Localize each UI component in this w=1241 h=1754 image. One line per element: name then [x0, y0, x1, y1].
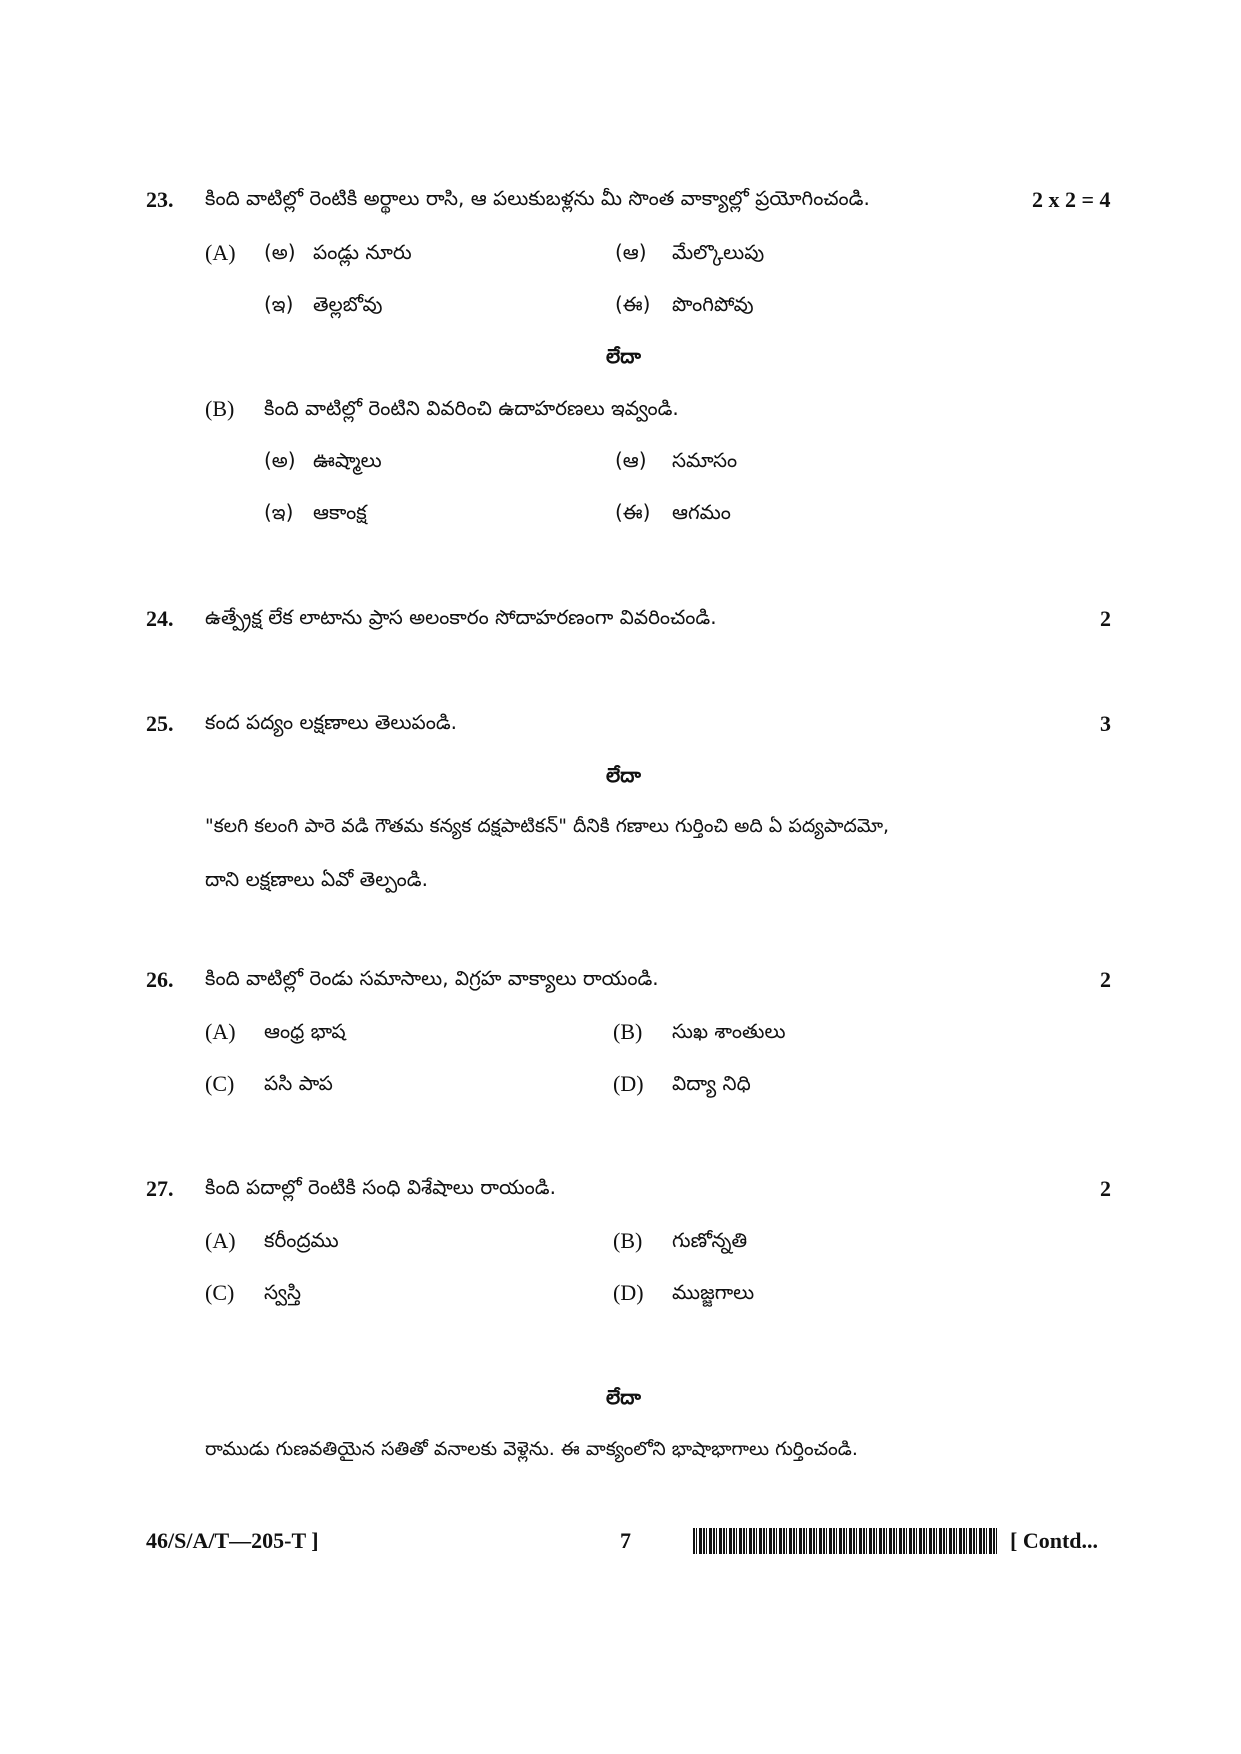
- q25-alt-line-1: "కలగి కలంగి పారె వడి గౌతమ కన్యక దక్షపాటికన్" దీనికి గణాలు గుర్తించి అది ఏ పద్యపాదమో,: [205, 815, 890, 837]
- q25-or: లేదా: [606, 763, 641, 787]
- q25-text: కంద పద్యం లక్షణాలు తెలుపండి.: [205, 710, 458, 734]
- q23-or: లేదా: [606, 344, 641, 368]
- q27-item-c-label: (C): [205, 1280, 235, 1305]
- q23-a-item-4-label: (ఈ): [615, 292, 651, 316]
- contd-label: [ Contd...: [1010, 1528, 1099, 1553]
- q25-alt-line-2: దాని లక్షణాలు ఏవో తెల్పండి.: [205, 867, 428, 891]
- q26-item-d-label: (D): [613, 1071, 644, 1096]
- q26-number: 26.: [146, 967, 174, 992]
- q25-marks: 3: [1100, 711, 1111, 736]
- q27-text: కింది పదాల్లో రెంటికి సంధి విశేషాలు రాయండి.: [205, 1175, 556, 1199]
- q23-b-item-4-text: ఆగమం: [672, 500, 731, 524]
- q23-b-item-4-label: (ఈ): [615, 500, 651, 524]
- q27-number: 27.: [146, 1176, 174, 1201]
- q26-item-b-label: (B): [613, 1019, 643, 1044]
- q27-item-b-text: గుణోన్నతి: [672, 1228, 748, 1252]
- q23-b-item-1-label: (అ): [264, 448, 296, 472]
- q23-b-item-2-label: (ఆ): [615, 448, 647, 472]
- q26-item-d-text: విద్యా నిధి: [672, 1071, 751, 1095]
- q25-number: 25.: [146, 711, 174, 736]
- q27-item-b-label: (B): [613, 1228, 643, 1253]
- q23-b-text: కింది వాటిల్లో రెంటిని వివరించి ఉదాహరణలు ఇవ్వండి.: [264, 396, 679, 420]
- q23-a-item-4-text: పొంగిపోవు: [672, 292, 754, 316]
- q26-item-a-label: (A): [205, 1019, 236, 1044]
- q23-b-item-3-text: ఆకాంక్ష: [313, 500, 367, 524]
- q23-b-item-3-label: (ఇ): [264, 500, 294, 524]
- q23-a-item-1-label: (అ): [264, 240, 296, 264]
- q24-number: 24.: [146, 606, 174, 631]
- q23-part-a-label: (A): [205, 240, 236, 265]
- q24-text: ఉత్ప్రేక్ష లేక లాటాను ప్రాస అలంకారం సోదాహరణంగా వివరించండి.: [205, 605, 717, 629]
- q23-a-item-3-text: తెల్లబోవు: [313, 292, 383, 316]
- q23-a-item-2-text: మేల్కొలుపు: [672, 240, 765, 264]
- q23-a-item-2-label: (ఆ): [615, 240, 647, 264]
- q26-text: కింది వాటిల్లో రెండు సమాసాలు, విగ్రహ వాక్యాలు రాయండి.: [205, 966, 659, 990]
- q27-alt-text: రాముడు గుణవతియైన సతితో వనాలకు వెళ్లెను. ఈ వాక్యంలోని భాషాభాగాలు గుర్తించండి.: [205, 1438, 858, 1460]
- q26-item-b-text: సుఖ శాంతులు: [672, 1019, 786, 1043]
- q26-marks: 2: [1100, 967, 1111, 992]
- q23-b-item-2-text: సమాసం: [672, 448, 738, 472]
- q23-a-item-1-text: పండ్లు నూరు: [313, 240, 412, 264]
- q27-item-a-label: (A): [205, 1228, 236, 1253]
- q23-marks: 2 x 2 = 4: [1032, 187, 1111, 212]
- q23-number: 23.: [146, 187, 174, 212]
- q23-part-b-label: (B): [205, 396, 235, 421]
- footer-code: 46/S/A/T—205-T ]: [146, 1528, 319, 1553]
- q26-item-c-label: (C): [205, 1071, 235, 1096]
- q23-a-item-3-label: (ఇ): [264, 292, 294, 316]
- barcode-image: [693, 1528, 999, 1554]
- q26-item-a-text: ఆంధ్ర భాష: [264, 1019, 346, 1043]
- q26-item-c-text: పసి పాప: [264, 1071, 333, 1095]
- q27-item-c-text: స్వస్తి: [264, 1280, 302, 1304]
- q27-marks: 2: [1100, 1176, 1111, 1201]
- page-number: 7: [620, 1528, 631, 1553]
- q27-or: లేదా: [606, 1385, 641, 1409]
- q24-marks: 2: [1100, 606, 1111, 631]
- q27-item-d-text: ముజ్జగాలు: [672, 1280, 755, 1304]
- q27-item-d-label: (D): [613, 1280, 644, 1305]
- q23-b-item-1-text: ఊష్మాలు: [313, 448, 382, 472]
- q23-text: కింది వాటిల్లో రెంటికి అర్థాలు రాసి, ఆ పలుకుబళ్లను మీ సొంత వాక్యాల్లో ప్రయోగించండి.: [205, 186, 870, 210]
- q27-item-a-text: కరీంద్రము: [264, 1228, 339, 1252]
